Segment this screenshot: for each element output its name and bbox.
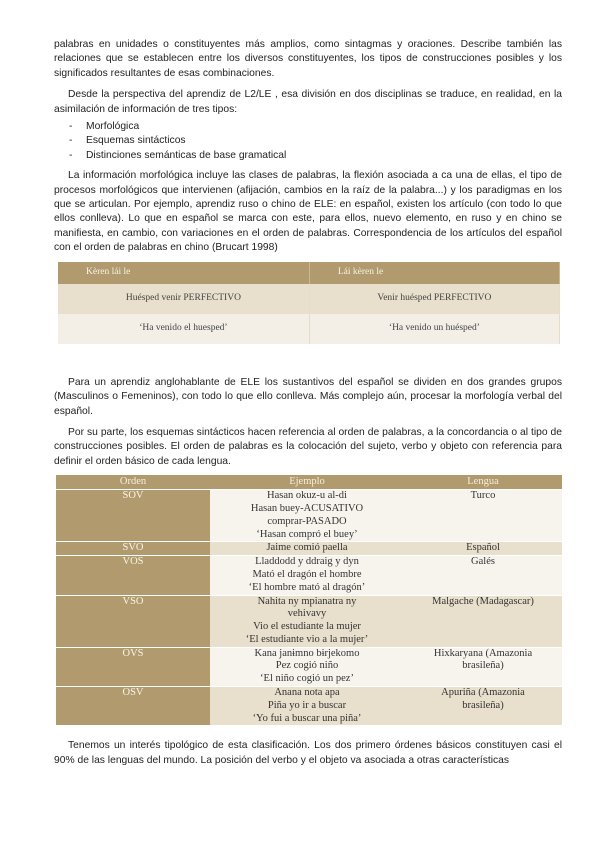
ejemplo-line: Vio el estudiante la mujer [253,621,361,633]
orden-cell: OVS [56,647,210,686]
lengua-line: Hixkaryana (Amazonia [433,647,533,659]
paragraph-6: Tenemos un interés tipológico de esta clasificación. Los dos primero órdenes básicos constituyen casi el 90% de las lenguas del mundo. La posición del verbo y el objeto va asociada a otras características [54,740,562,766]
ejemplo-cell [210,647,404,686]
lengua-cell [404,595,562,647]
table-header: Orden [56,475,210,490]
table-row [56,542,562,556]
paragraph-3: La información morfológica incluye las clases de palabras, la flexión asociada a ca una de ellas, el tipo de procesos morfológicos que intervienen (afijación, cambios en la raíz de la palabra...) y los paradigmas en los que se articulan. Por ejemplo, aprendiz ruso o chino de ELE: en español, existen los artículo (con todo lo que ellos conlleva). Lo que en español se marca con este, para ellos, nuevo elemento, en ruso y en chino se manifiesta, en cambio, con variaciones en el orden de palabras. Correspondencia de los artículos del español con el orden de palabras en chino (Brucart 1998) [54,170,562,254]
lengua-line: brasileña) [462,699,504,711]
table-cell: ‘Ha venido un huésped’ [309,314,559,344]
table-row [56,556,562,595]
document-page [54,38,562,768]
lengua-cell [404,490,562,542]
orden-cell: VOS [56,556,210,595]
ejemplo-line: ‘El estudiante vio a la mujer’ [245,633,369,645]
lengua-cell [404,687,562,726]
paragraph-4: Para un aprendiz anglohablante de ELE los sustantivos del español se dividen en dos grandes grupos (Masculinos o Femeninos), con todo lo que ello conlleva. Más complejo aún, procesar la morfología verbal del español. [54,376,562,417]
ejemplo-line: Jaime comió paella [266,542,348,554]
paragraph-1: palabras en unidades o constituyentes más amplios, como sintagmas y oraciones. Describe también las relaciones que se establecen entre los diversos constituyentes, los tipos de construcciones posibles y los significados resultantes de esas combinaciones. [54,39,562,79]
ejemplo-line: Mató el dragón el hombre [252,568,362,580]
lengua-cell [404,647,562,686]
table-row [56,687,562,726]
paragraph-2: Desde la perspectiva del aprendiz de L2/LE , esa división en dos disciplinas se traduce, en realidad, en la asimilación de información de tres tipos: [54,89,562,115]
lengua-line: brasileña) [462,660,504,672]
table-row [56,490,562,542]
ejemplo-line: Pez cogió niño [275,660,339,672]
lengua-line: Español [466,542,500,554]
ejemplo-line: ‘El hombre mató al dragón’ [248,581,366,593]
lengua-line: Apuriña (Amazonia [441,687,525,699]
spacer [54,344,562,376]
list-item: - Distinciones semánticas de base gramatical [54,149,562,163]
ejemplo-line: ‘Hasan compró el buey’ [256,528,358,540]
orden-cell: OSV [56,687,210,726]
orden-cell: SVO [56,542,210,556]
ejemplo-cell [210,556,404,595]
ejemplo-line: ‘El niño cogió un pez’ [260,673,354,685]
ejemplo-line: Hasan okuz-u al-di [267,490,347,502]
paragraph-5: Por su parte, los esquemas sintácticos hacen referencia al orden de palabras, a la concordancia o al tipo de construcciones posibles. El orden de palabras es la colocación del sujeto, verbo y objeto con referencia para definir el orden básico de cada lengua. [54,426,562,467]
ejemplo-line: Anana nota apa [274,687,340,699]
table-header: Lái kèren le [309,262,559,284]
list-item: - Morfológica [54,120,562,134]
table-row [56,647,562,686]
orden-cell: VSO [56,595,210,647]
ejemplo-line: Kana janɨmno bɨrjekomo [254,647,360,659]
ejemplo-cell [210,542,404,556]
lengua-cell [404,556,562,595]
info-types-list [54,120,562,163]
lengua-line: Malgache (Madagascar) [432,595,534,607]
ejemplo-line: vehivavy [287,608,327,620]
orden-cell: SOV [56,490,210,542]
ejemplo-cell [210,687,404,726]
table-cell: ‘Ha venido el huesped’ [58,314,309,344]
table-row [56,595,562,647]
list-item: - Esquemas sintácticos [54,134,562,148]
table-header: Lengua [404,475,562,490]
articles-table [58,262,560,344]
ejemplo-line: ‘Yo fui a buscar una piña’ [252,712,362,724]
table-header: Ejemplo [210,475,404,490]
ejemplo-cell [210,595,404,647]
table-cell: Huésped venir PERFECTIVO [58,284,309,314]
table-header: Kèren lái le [58,262,309,284]
ejemplo-line: comprar-PASADO [267,515,347,527]
lengua-line: Galés [471,556,495,568]
word-order-table [56,475,562,725]
table-cell: Venir huésped PERFECTIVO [309,284,559,314]
ejemplo-cell [210,490,404,542]
ejemplo-line: Hasan buey-ACUSATIVO [250,502,364,514]
lengua-cell [404,542,562,556]
lengua-line: Turco [470,490,496,502]
ejemplo-line: Lladdodd y ddraig y dyn [255,556,359,568]
ejemplo-line: Piña yo ir a buscar [267,699,347,711]
ejemplo-line: Nahita ny mpianatra ny [257,595,357,607]
